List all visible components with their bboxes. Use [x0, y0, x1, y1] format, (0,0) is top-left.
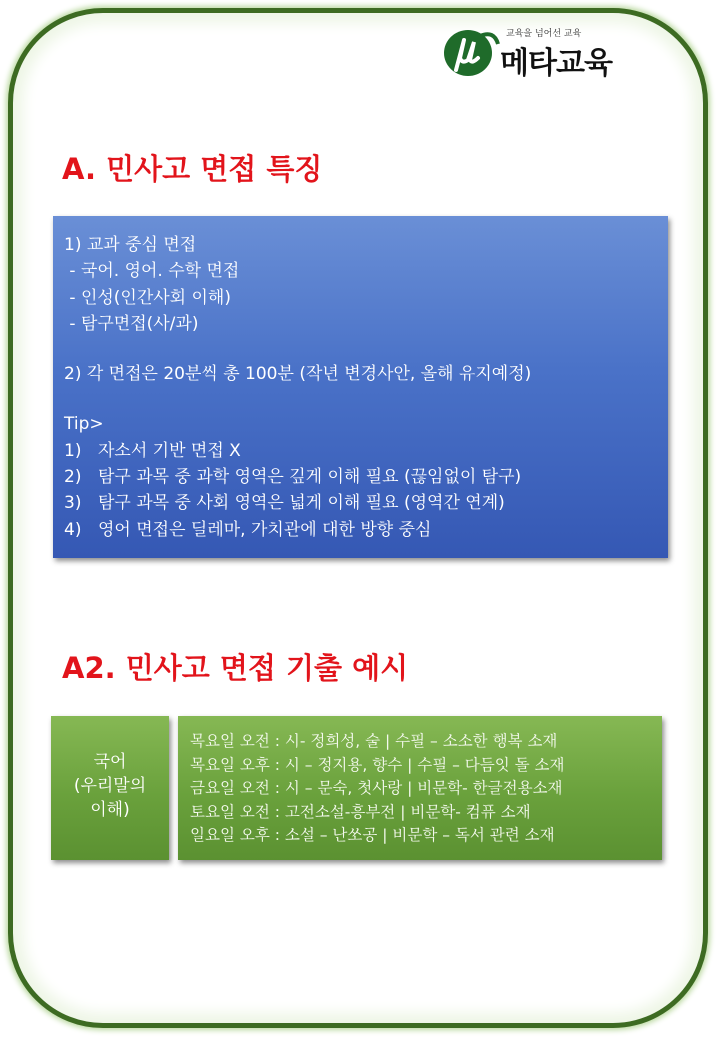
- tip-item: [64, 464, 668, 490]
- feature-line: 2) 각 면접은 20분씩 총 100분 (작년 변경사안, 올해 유지예정): [64, 364, 532, 385]
- feature-line: - 인성(인간사회 이해): [64, 287, 231, 308]
- tip-text: 영어 면접은 딜레마, 가치관에 대한 방향 중심: [98, 519, 432, 540]
- mu-logo-icon: [440, 26, 500, 78]
- logo: [440, 24, 640, 84]
- tip-item: [64, 517, 668, 543]
- feature-line: 1) 교과 중심 면접: [64, 235, 197, 255]
- tip-text: 자소서 기반 면접 X: [98, 440, 241, 461]
- exam-detail-line: 토요일 오전 : 고전소설-흥부전 | 비문학- 컴퓨 소재: [190, 802, 531, 821]
- exam-detail-line: 목요일 오전 : 시- 정희성, 술 | 수필 – 소소한 행복 소재: [190, 732, 558, 750]
- logo-name: 메타교육: [500, 46, 612, 81]
- subject-line: (우리말의: [73, 776, 147, 796]
- tip-number: 2): [64, 467, 82, 488]
- tip-number: 1): [64, 440, 82, 461]
- exam-detail-line: 목요일 오후 : 시 – 정지용, 향수 | 수필 – 다듬잇 돌 소재: [190, 755, 565, 774]
- exam-details-box: [178, 716, 662, 860]
- subject-line: 국어: [93, 752, 127, 772]
- tip-heading: Tip>: [64, 414, 104, 435]
- section-a2-title: A2. 민사고 면접 기출 예시: [62, 651, 409, 685]
- tip-number: 4): [64, 519, 82, 540]
- subject-line: 이해): [90, 800, 130, 820]
- tip-text: 탐구 과목 중 과학 영역은 깊게 이해 필요 (끊임없이 탐구): [98, 467, 522, 488]
- feature-line: - 국어. 영어. 수학 면접: [64, 261, 240, 282]
- tip-number: 3): [64, 493, 82, 514]
- tip-item: [64, 438, 668, 464]
- tip-item: [64, 490, 668, 516]
- features-box: [53, 216, 668, 558]
- logo-tagline: 교육을 넘어선 교육: [506, 29, 582, 39]
- subject-box: [51, 716, 169, 860]
- section-a-title: A. 민사고 면접 특징: [62, 152, 323, 186]
- tip-text: 탐구 과목 중 사회 영역은 넓게 이해 필요 (영역간 연계): [98, 493, 505, 514]
- exam-detail-line: 일요일 오후 : 소설 – 난쏘공 | 비문학 – 독서 관련 소재: [190, 826, 555, 844]
- exam-detail-line: 금요일 오전 : 시 – 문숙, 첫사랑 | 비문학- 한글전용소재: [190, 779, 563, 797]
- feature-line: - 탐구면접(사/과): [64, 313, 199, 334]
